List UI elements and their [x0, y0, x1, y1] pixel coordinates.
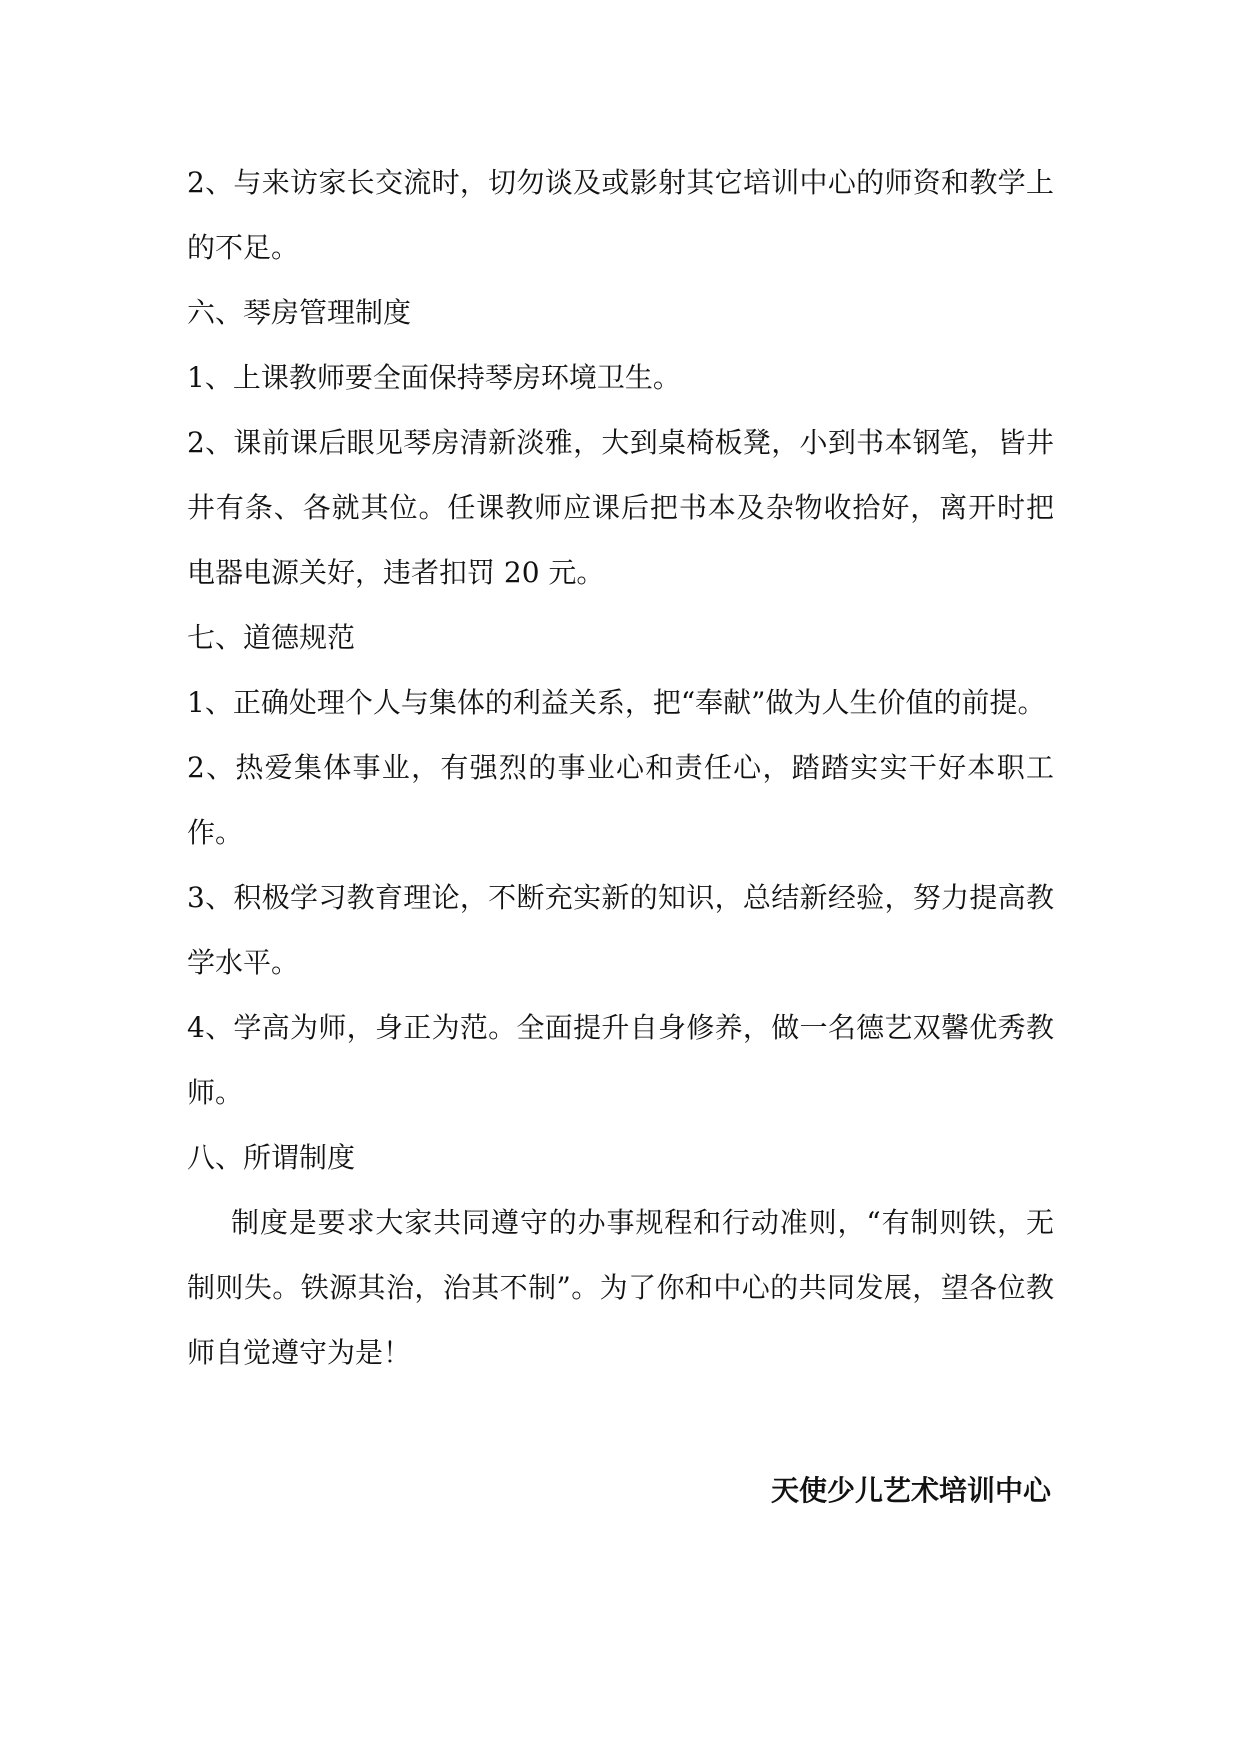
document-body: [187, 150, 1054, 1385]
paragraph-item-1-dedication: 1、正确处理个人与集体的利益关系，把“奉献”做为人生价值的前提。: [187, 686, 1046, 719]
section-heading-piano-room-management: 六、琴房管理制度: [187, 296, 412, 329]
section-heading-regulations: 八、所谓制度: [187, 1141, 356, 1174]
paragraph-item-3-study-theory: 3、积极学习教育理论，不断充实新的知识，总结新经验，努力提高教学水平。: [187, 881, 1054, 979]
paragraph-item-4-role-model: 4、学高为师，身正为范。全面提升自身修养，做一名德艺双馨优秀教师。: [187, 1011, 1054, 1109]
signature-organization: 天使少儿艺术培训中心: [770, 1474, 1051, 1507]
section-heading-moral-norms: 七、道德规范: [187, 621, 356, 654]
paragraph-item-2-career-love: 2、热爱集体事业，有强烈的事业心和责任心，踏踏实实干好本职工作。: [187, 751, 1054, 849]
paragraph-item-1-room-hygiene: 1、上课教师要全面保持琴房环境卫生。: [187, 361, 681, 394]
paragraph-regulations-closing: 制度是要求大家共同遵守的办事规程和行动准则，“有制则铁，无制则失。铁源其治，治其不制”。为了你和中心的共同发展，望各位教师自觉遵守为是！: [187, 1206, 1054, 1369]
paragraph-item-2-parent-communication: 2、与来访家长交流时，切勿谈及或影射其它培训中心的师资和教学上的不足。: [187, 166, 1054, 264]
paragraph-item-2-room-order: 2、课前课后眼见琴房清新淡雅，大到桌椅板凳，小到书本钢笔，皆井井有条、各就其位。任课教师应课后把书本及杂物收拾好，离开时把电器电源关好，违者扣罚 20 元。: [187, 426, 1054, 589]
